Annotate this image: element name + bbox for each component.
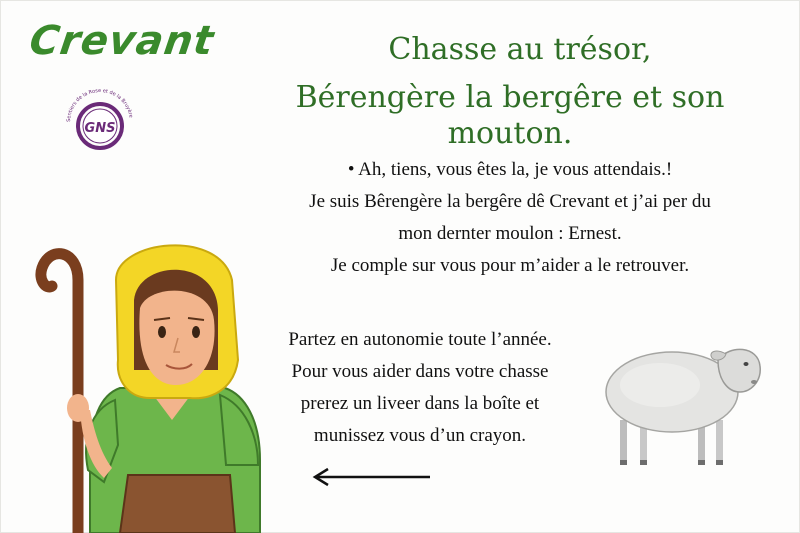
shepherd-illustration [20, 220, 280, 533]
intro-line: • Ah, tiens, vous êtes la, je vous attendais.! [347, 159, 673, 180]
title-line-2: Bérengère la bergêre et son mouton. [295, 80, 725, 151]
logo-text: GNS [84, 121, 116, 136]
arrow-left-icon [312, 466, 432, 488]
instructions-line: Partez en autonomie toute l’année. [288, 329, 552, 350]
club-logo [60, 82, 140, 162]
title-line-1: Chasse au trésor, [388, 32, 652, 67]
intro-line: Je comple sur vous pour m’aider a le retrouver. [330, 255, 690, 276]
logo-ring-text: Sentiers de la Rose et de la Bruyère [65, 87, 134, 123]
intro-paragraph [230, 154, 790, 282]
intro-line: Je suis Bêrengère la bergêre dê Crevant et j’ai per du [309, 191, 711, 212]
sheep-illustration [600, 330, 770, 470]
instructions-paragraph [240, 324, 600, 452]
instructions-line: munissez vous d’un crayon. [313, 425, 527, 446]
intro-line: mon dernter moulon : Ernest. [398, 223, 622, 244]
instructions-line: prerez un liveer dans la boîte et [300, 393, 540, 414]
brand-wordmark: Crevant [26, 18, 218, 64]
instructions-line: Pour vous aider dans votre chasse [291, 361, 549, 382]
